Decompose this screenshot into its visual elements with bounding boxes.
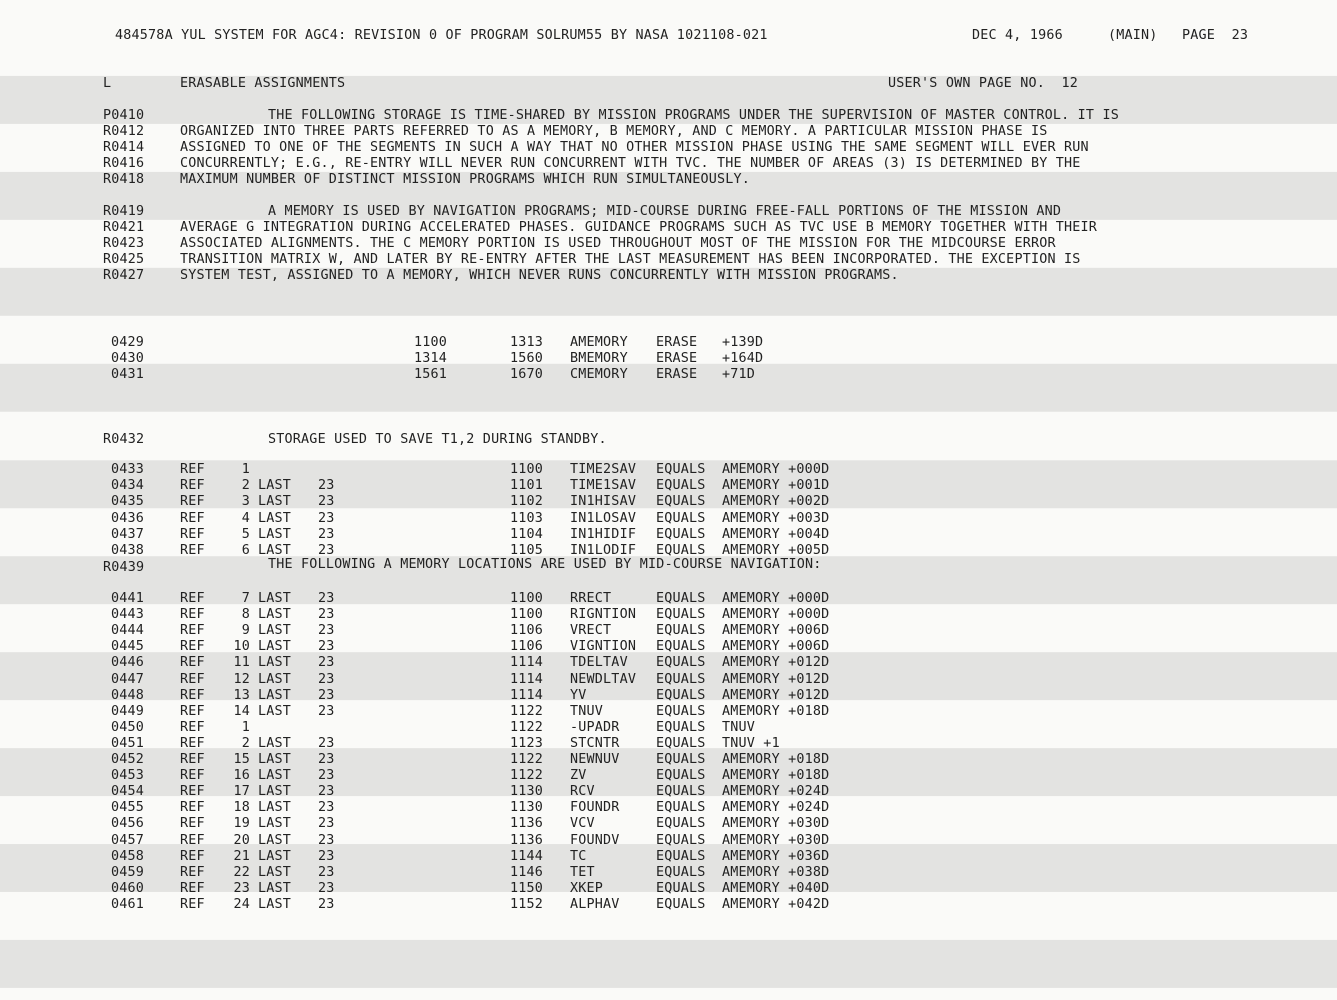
address: 1102 [510,494,544,510]
operand: AMEMORY +030D [722,832,830,848]
listing-header-section: (MAIN) [1108,28,1158,43]
last-keyword: LAST [258,735,292,751]
ref-count: 17 [233,784,250,800]
operand: AMEMORY +012D [722,655,830,671]
line-number: 0438 [111,543,145,558]
opcode: EQUALS [656,478,706,494]
address: 1101 [510,478,544,494]
operand: AMEMORY +042D [722,896,830,912]
symbol: RRECT [570,591,612,606]
line-number: R0416 [103,156,145,171]
address: 1114 [510,687,544,703]
line-number: 0443 [111,607,145,623]
address: 1130 [510,784,544,800]
ref-keyword: REF [180,768,205,784]
opcode: EQUALS [656,671,706,687]
symbol: TDELTAV [570,655,628,671]
last-keyword: LAST [258,848,292,864]
opcode: EQUALS [656,832,706,848]
operand: AMEMORY +000D [722,607,830,623]
last-keyword: LAST [258,510,292,526]
line-number: R0419 [103,204,145,219]
comment-line: THE FOLLOWING STORAGE IS TIME-SHARED BY MISSION PROGRAMS UNDER THE SUPERVISION OF MASTER CONTROL. IT IS [268,108,1119,123]
operand: AMEMORY +000D [722,591,830,606]
line-number: 0457 [111,832,145,848]
symbol: FOUNDR [570,800,620,816]
opcode: EQUALS [656,687,706,703]
line-number: 0448 [111,687,145,703]
symbol: VCV [570,816,595,832]
address: 1150 [510,880,544,896]
ref-keyword: REF [180,655,205,671]
line-number: 0461 [111,896,145,912]
opcode: ERASE [656,335,698,350]
symbol: VRECT [570,623,612,639]
line-number: R0421 [103,220,145,235]
operand: AMEMORY +001D [722,478,830,494]
symbol: -UPADR [570,719,620,735]
operand: +71D [722,367,756,382]
line-number: 0436 [111,510,145,526]
operand: TNUV +1 [722,735,780,751]
line-number: P0410 [103,108,145,123]
last-page: 23 [318,848,335,864]
opcode: EQUALS [656,816,706,832]
line-number: R0412 [103,124,145,139]
symbol: IN1LOSAV [570,510,637,526]
listing-header-title: 484578A YUL SYSTEM FOR AGC4: REVISION 0 OF PROGRAM SOLRUM55 BY NASA 1021108-021 [115,28,768,43]
operand: AMEMORY +040D [722,880,830,896]
opcode: EQUALS [656,768,706,784]
line-number: R0418 [103,172,145,187]
last-keyword: LAST [258,864,292,880]
operand: AMEMORY +030D [722,816,830,832]
line-number: 0433 [111,462,145,477]
line-number: 0435 [111,494,145,510]
ref-keyword: REF [180,687,205,703]
start-address: 1561 [414,367,448,382]
ref-count: 21 [233,848,250,864]
symbol: AMEMORY [570,335,628,350]
last-page: 23 [318,880,335,896]
end-address: 1560 [510,351,544,366]
operand: AMEMORY +018D [722,703,830,719]
subheader-mark: L [103,76,112,91]
line-number: 0453 [111,768,145,784]
ref-keyword: REF [180,462,205,477]
line-number: 0459 [111,864,145,880]
ref-count: 3 [241,494,250,510]
address: 1114 [510,655,544,671]
comment-line: ORGANIZED INTO THREE PARTS REFERRED TO AS A MEMORY, B MEMORY, AND C MEMORY. A PARTICULAR MISSION PHASE IS [180,124,1048,139]
ref-keyword: REF [180,816,205,832]
operand: AMEMORY +012D [722,687,830,703]
opcode: EQUALS [656,735,706,751]
last-page: 23 [318,687,335,703]
ref-count: 20 [233,832,250,848]
operand: +164D [722,351,764,366]
ref-count: 23 [233,880,250,896]
operand: AMEMORY +003D [722,510,830,526]
comment-line: AVERAGE G INTEGRATION DURING ACCELERATED PHASES. GUIDANCE PROGRAMS SUCH AS TVC USE B MEMORY TOGETHER WITH THEIR [180,220,1098,235]
address: 1104 [510,526,544,542]
opcode: EQUALS [656,591,706,606]
opcode: EQUALS [656,752,706,767]
last-page: 23 [318,591,335,606]
line-number: 0441 [111,591,145,606]
ref-count: 14 [233,703,250,719]
operand: AMEMORY +024D [722,800,830,816]
address: 1122 [510,752,544,767]
symbol: NEWDLTAV [570,671,637,687]
symbol: TET [570,864,595,880]
last-keyword: LAST [258,607,292,623]
ref-count: 1 [241,719,250,735]
ref-keyword: REF [180,623,205,639]
opcode: ERASE [656,351,698,366]
ref-count: 16 [233,768,250,784]
comment-line: ASSIGNED TO ONE OF THE SEGMENTS IN SUCH A WAY THAT NO OTHER MISSION PHASE USING THE SAME SEGMENT WILL EVER RUN [180,140,1089,155]
operand: AMEMORY +000D [722,462,830,477]
last-page: 23 [318,543,335,558]
operand: AMEMORY +006D [722,623,830,639]
operand: AMEMORY +038D [722,864,830,880]
symbol: IN1HIDIF [570,526,637,542]
last-keyword: LAST [258,478,292,494]
operand: AMEMORY +005D [722,543,830,558]
line-number: 0437 [111,526,145,542]
symbol: RCV [570,784,595,800]
last-keyword: LAST [258,752,292,767]
symbol: IN1HISAV [570,494,637,510]
address: 1144 [510,848,544,864]
line-number: R0414 [103,140,145,155]
last-page: 23 [318,671,335,687]
ref-count: 2 [241,478,250,494]
last-page: 23 [318,735,335,751]
last-keyword: LAST [258,623,292,639]
last-keyword: LAST [258,800,292,816]
ref-count: 4 [241,510,250,526]
ref-count: 2 [241,735,250,751]
address: 1105 [510,543,544,558]
symbol: IN1LODIF [570,543,637,558]
ref-count: 24 [233,896,250,912]
last-keyword: LAST [258,671,292,687]
ref-keyword: REF [180,848,205,864]
last-page: 23 [318,607,335,623]
opcode: EQUALS [656,655,706,671]
line-number: 0445 [111,639,145,655]
line-number: 0452 [111,752,145,767]
line-number: 0429 [111,335,145,350]
last-page: 23 [318,703,335,719]
opcode: EQUALS [656,510,706,526]
line-number: 0444 [111,623,145,639]
address: 1122 [510,703,544,719]
end-address: 1313 [510,335,544,350]
address: 1136 [510,832,544,848]
ref-count: 11 [233,655,250,671]
opcode: EQUALS [656,784,706,800]
line-number: 0451 [111,735,145,751]
comment-line: A MEMORY IS USED BY NAVIGATION PROGRAMS; MID-COURSE DURING FREE-FALL PORTIONS OF THE MISSION AND [268,204,1062,219]
ref-count: 7 [241,591,250,606]
comment-line: ASSOCIATED ALIGNMENTS. THE C MEMORY PORTION IS USED THROUGHOUT MOST OF THE MISSION FOR THE MIDCOURSE ERROR [180,236,1056,251]
opcode: EQUALS [656,623,706,639]
line-number: R0425 [103,252,145,267]
address: 1100 [510,607,544,623]
ref-count: 15 [233,752,250,767]
last-keyword: LAST [258,768,292,784]
opcode: EQUALS [656,639,706,655]
address: 1152 [510,896,544,912]
address: 1123 [510,735,544,751]
address: 1106 [510,639,544,655]
opcode: EQUALS [656,607,706,623]
opcode: EQUALS [656,462,706,477]
last-keyword: LAST [258,543,292,558]
operand: AMEMORY +036D [722,848,830,864]
ref-count: 9 [241,623,250,639]
last-keyword: LAST [258,591,292,606]
last-page: 23 [318,864,335,880]
ref-count: 22 [233,864,250,880]
line-number: 0458 [111,848,145,864]
symbol: FOUNDV [570,832,620,848]
symbol: CMEMORY [570,367,628,382]
address: 1136 [510,816,544,832]
symbol: XKEP [570,880,604,896]
ref-keyword: REF [180,896,205,912]
address: 1122 [510,768,544,784]
opcode: EQUALS [656,526,706,542]
ref-count: 1 [241,462,250,477]
symbol: ALPHAV [570,896,620,912]
opcode: EQUALS [656,880,706,896]
last-keyword: LAST [258,639,292,655]
opcode: ERASE [656,367,698,382]
address: 1100 [510,462,544,477]
ref-count: 19 [233,816,250,832]
line-number: 0456 [111,816,145,832]
address: 1130 [510,800,544,816]
comment-line: THE FOLLOWING A MEMORY LOCATIONS ARE USED BY MID-COURSE NAVIGATION: [268,557,822,572]
operand: AMEMORY +018D [722,752,830,767]
last-page: 23 [318,768,335,784]
address: 1100 [510,591,544,606]
ref-keyword: REF [180,671,205,687]
ref-keyword: REF [180,478,205,494]
opcode: EQUALS [656,848,706,864]
operand: AMEMORY +024D [722,784,830,800]
last-page: 23 [318,784,335,800]
last-page: 23 [318,510,335,526]
opcode: EQUALS [656,703,706,719]
comment-line: MAXIMUM NUMBER OF DISTINCT MISSION PROGRAMS WHICH RUN SIMULTANEOUSLY. [180,172,751,187]
operand: TNUV [722,719,756,735]
symbol: TIME1SAV [570,478,637,494]
ref-keyword: REF [180,800,205,816]
ref-keyword: REF [180,703,205,719]
address: 1122 [510,719,544,735]
ref-keyword: REF [180,639,205,655]
ref-count: 5 [241,526,250,542]
ref-count: 13 [233,687,250,703]
ref-keyword: REF [180,591,205,606]
opcode: EQUALS [656,543,706,558]
address: 1114 [510,671,544,687]
ref-keyword: REF [180,864,205,880]
line-number: 0460 [111,880,145,896]
last-keyword: LAST [258,896,292,912]
comment-line: STORAGE USED TO SAVE T1,2 DURING STANDBY. [268,432,607,447]
operand: +139D [722,335,764,350]
ref-keyword: REF [180,494,205,510]
last-page: 23 [318,526,335,542]
line-number: R0423 [103,236,145,251]
operand: AMEMORY +012D [722,671,830,687]
symbol: BMEMORY [570,351,628,366]
symbol: RIGNTION [570,607,637,623]
line-number: 0434 [111,478,145,494]
line-number: 0431 [111,367,145,382]
listing-header-page: PAGE 23 [1182,28,1249,43]
ref-keyword: REF [180,543,205,558]
symbol: TNUV [570,703,604,719]
comment-line: CONCURRENTLY; E.G., RE-ENTRY WILL NEVER RUN CONCURRENT WITH TVC. THE NUMBER OF AREAS (3) IS DETERMINED BY THE [180,156,1081,171]
ref-keyword: REF [180,735,205,751]
start-address: 1314 [414,351,448,366]
symbol: STCNTR [570,735,620,751]
symbol: YV [570,687,587,703]
line-number: 0446 [111,655,145,671]
last-keyword: LAST [258,832,292,848]
subheader-title: ERASABLE ASSIGNMENTS [180,76,346,91]
symbol: ZV [570,768,587,784]
last-page: 23 [318,816,335,832]
address: 1106 [510,623,544,639]
ref-keyword: REF [180,607,205,623]
last-keyword: LAST [258,655,292,671]
opcode: EQUALS [656,494,706,510]
operand: AMEMORY +004D [722,526,830,542]
ref-count: 18 [233,800,250,816]
line-number: 0449 [111,703,145,719]
last-page: 23 [318,752,335,767]
operand: AMEMORY +006D [722,639,830,655]
operand: AMEMORY +002D [722,494,830,510]
symbol: TC [570,848,587,864]
ref-keyword: REF [180,752,205,767]
last-page: 23 [318,832,335,848]
symbol: TIME2SAV [570,462,637,477]
ref-keyword: REF [180,719,205,735]
listing-header-date: DEC 4, 1966 [972,28,1063,43]
opcode: EQUALS [656,896,706,912]
comment-line: TRANSITION MATRIX W, AND LATER BY RE-ENTRY AFTER THE LAST MEASUREMENT HAS BEEN INCORPORATED. THE EXCEPTION IS [180,252,1081,267]
ref-keyword: REF [180,526,205,542]
address: 1146 [510,864,544,880]
line-number: 0430 [111,351,145,366]
last-page: 23 [318,639,335,655]
opcode: EQUALS [656,719,706,735]
last-keyword: LAST [258,880,292,896]
last-keyword: LAST [258,784,292,800]
ref-count: 10 [233,639,250,655]
last-page: 23 [318,800,335,816]
ref-keyword: REF [180,832,205,848]
last-keyword: LAST [258,494,292,510]
last-keyword: LAST [258,687,292,703]
last-keyword: LAST [258,816,292,832]
last-page: 23 [318,494,335,510]
line-number: R0432 [103,432,145,447]
symbol: VIGNTION [570,639,637,655]
line-number: R0427 [103,268,145,283]
end-address: 1670 [510,367,544,382]
last-keyword: LAST [258,526,292,542]
line-number: 0447 [111,671,145,687]
symbol: NEWNUV [570,752,620,767]
line-number: R0439 [103,560,145,575]
opcode: EQUALS [656,800,706,816]
subheader-user-page: USER'S OWN PAGE NO. 12 [888,76,1079,91]
operand: AMEMORY +018D [722,768,830,784]
ref-count: 12 [233,671,250,687]
last-page: 23 [318,478,335,494]
ref-keyword: REF [180,784,205,800]
last-page: 23 [318,623,335,639]
ref-keyword: REF [180,510,205,526]
last-page: 23 [318,896,335,912]
start-address: 1100 [414,335,448,350]
line-number: 0454 [111,784,145,800]
line-number: 0455 [111,800,145,816]
last-keyword: LAST [258,703,292,719]
comment-line: SYSTEM TEST, ASSIGNED TO A MEMORY, WHICH NEVER RUNS CONCURRENTLY WITH MISSION PROGRAMS. [180,268,899,283]
ref-count: 6 [241,543,250,558]
opcode: EQUALS [656,864,706,880]
last-page: 23 [318,655,335,671]
address: 1103 [510,510,544,526]
ref-count: 8 [241,607,250,623]
ref-keyword: REF [180,880,205,896]
line-number: 0450 [111,719,145,735]
